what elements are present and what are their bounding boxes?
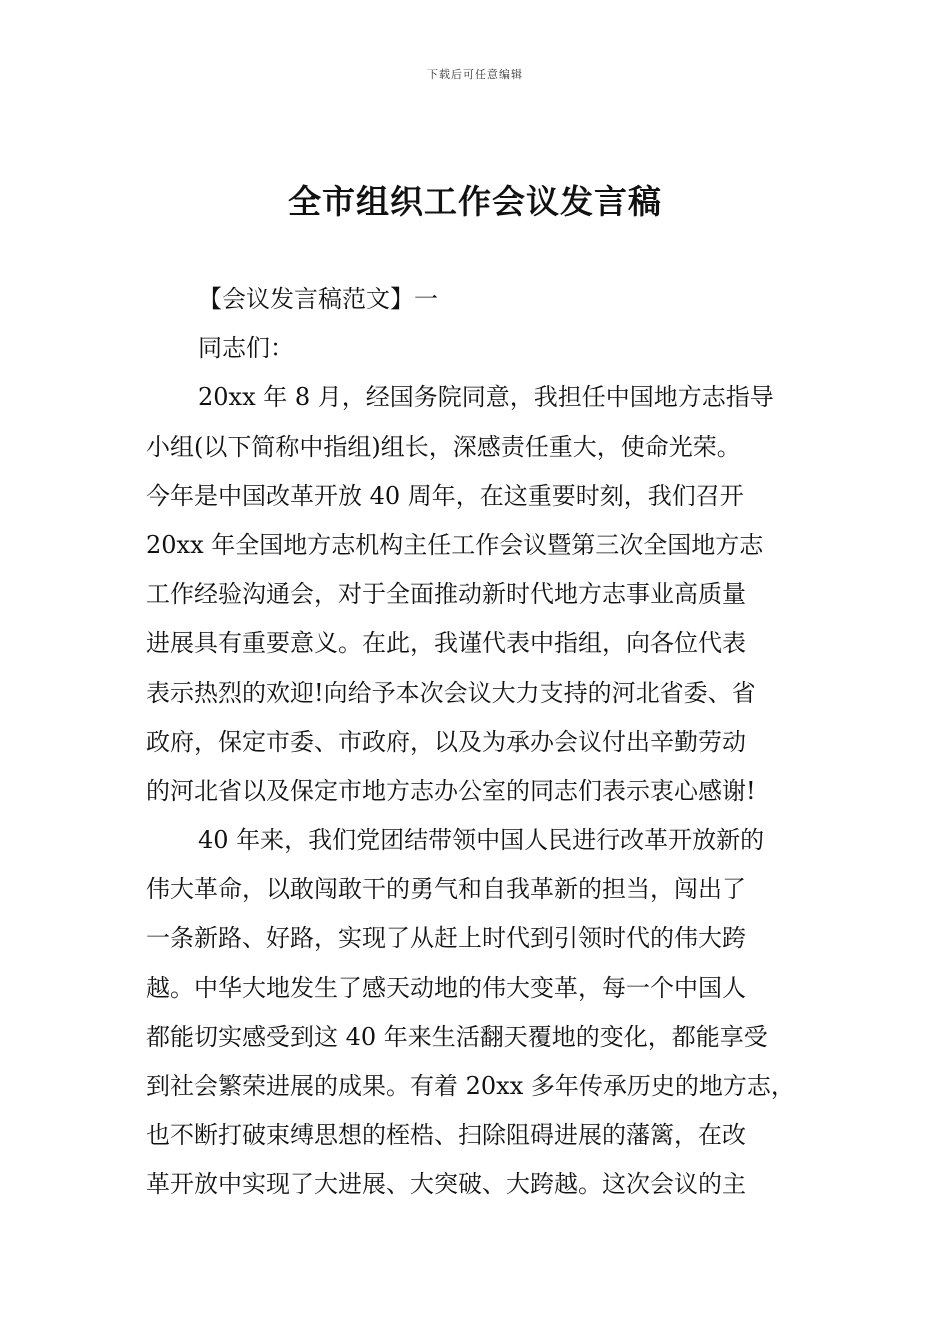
body-line: 20xx 年全国地方志机构主任工作会议暨第三次全国地方志 (146, 530, 764, 559)
body-line: 进展具有重要意义。在此，我谨代表中指组，向各位代表 (146, 629, 746, 658)
body-line: 的河北省以及保定市地方志办公室的同志们表示衷心感谢! (146, 776, 756, 805)
body-line: 20xx 年 8 月，经国务院同意，我担任中国地方志指导 (198, 383, 774, 412)
body-line: 40 年来，我们党团结带领中国人民进行改革开放新的 (198, 826, 765, 855)
document-body (146, 275, 806, 1210)
body-line: 伟大革命，以敢闯敢干的勇气和自我革新的担当，闯出了 (146, 875, 746, 904)
body-line: 到社会繁荣进展的成果。有着 20xx 多年传承历史的地方志， (146, 1072, 795, 1100)
body-line: 政府，保定市委、市政府，以及为承办会议付出辛勤劳动 (146, 727, 746, 756)
body-line: 工作经验沟通会，对于全面推动新时代地方志事业高质量 (146, 580, 746, 609)
header-note: 下载后可任意编辑 (427, 68, 523, 81)
body-line: 越。中华大地发生了感天动地的伟大变革，每一个中国人 (146, 973, 746, 1002)
body-line: 也不断打破束缚思想的桎梏、扫除阻碍进展的藩篱，在改 (146, 1121, 746, 1150)
body-line: 【会议发言稿范文】一 (198, 285, 438, 313)
body-line: 表示热烈的欢迎!向给予本次会议大力支持的河北省委、省 (146, 678, 756, 707)
body-line: 都能切实感受到这 40 年来生活翻天覆地的变化，都能享受 (146, 1022, 768, 1051)
document-title: 全市组织工作会议发言稿 (288, 182, 662, 221)
body-line: 小组(以下简称中指组)组长，深感责任重大，使命光荣。 (146, 432, 741, 461)
body-line: 革开放中实现了大进展、大突破、大跨越。这次会议的主 (146, 1170, 746, 1199)
body-line: 一条新路、好路，实现了从赶上时代到引领时代的伟大跨 (146, 924, 746, 953)
body-line: 今年是中国改革开放 40 周年，在这重要时刻，我们召开 (146, 481, 744, 510)
body-line: 同志们： (198, 334, 294, 363)
